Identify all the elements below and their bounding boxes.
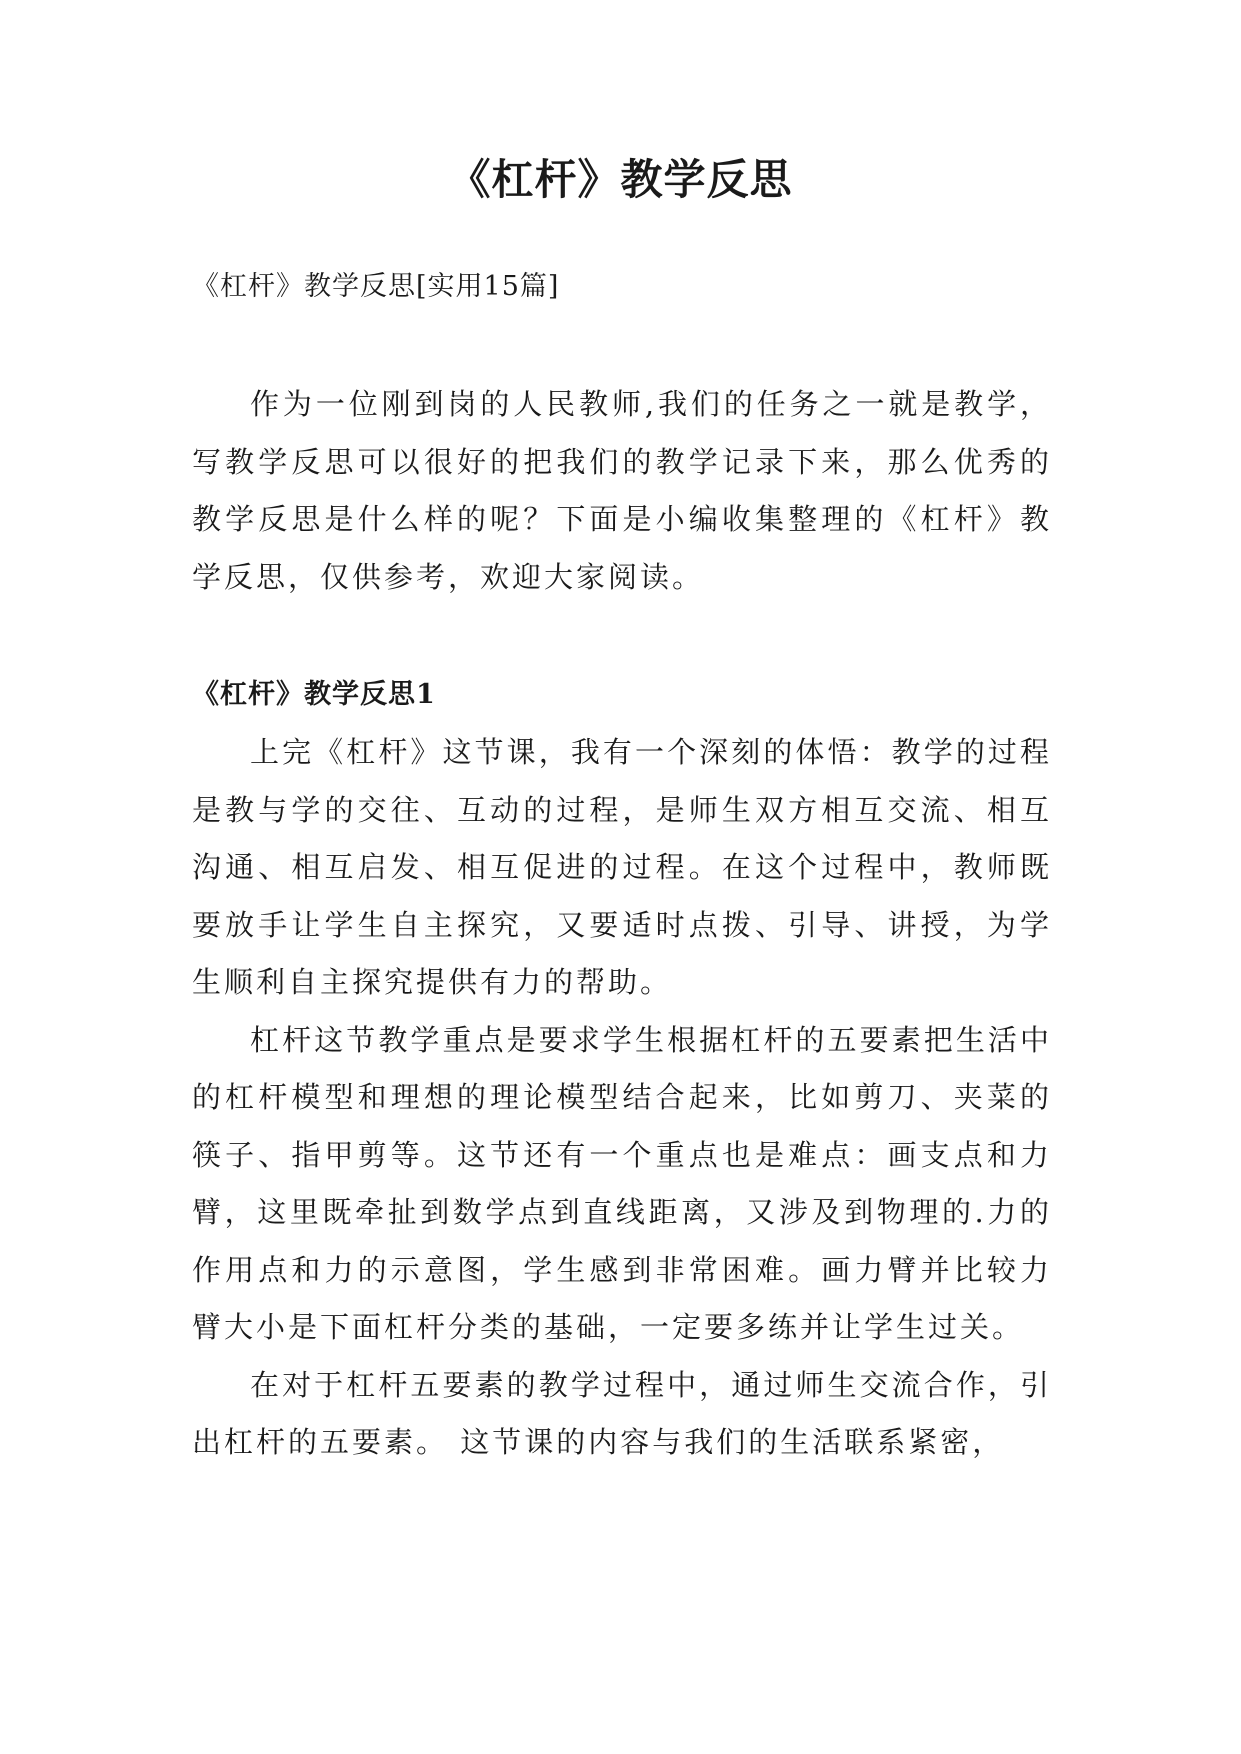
document-subtitle: 《杠杆》教学反思[实用15篇]	[192, 271, 560, 302]
body-paragraph: 在对于杠杆五要素的教学过程中，通过师生交流合作，引出杠杆的五要素。 这节课的内容与我们的生活联系紧密，	[192, 1367, 1052, 1459]
document-title: 《杠杆》教学反思	[448, 155, 793, 204]
body-paragraph: 杠杆这节教学重点是要求学生根据杠杆的五要素把生活中的杠杆模型和理想的理论模型结合起来，比如剪刀、夹菜的筷子、指甲剪等。这节还有一个重点也是难点：画支点和力臂，这里既牵扯到数学点到直线距离，又涉及到物理的.力的作用点和力的示意图，学生感到非常困难。画力臂并比较力臂大小是下面杠杆分类的基础，一定要多练并让学生过关。	[192, 1022, 1052, 1344]
body-paragraph: 上完《杠杆》这节课，我有一个深刻的体悟：教学的过程是教与学的交往、互动的过程，是师生双方相互交流、相互沟通、相互启发、相互促进的过程。在这个过程中，教师既要放手让学生自主探究，又要适时点拨、引导、讲授，为学生顺利自主探究提供有力的帮助。	[192, 735, 1052, 999]
document-body	[192, 258, 1052, 1472]
section-heading: 《杠杆》教学反思1	[192, 679, 436, 710]
intro-paragraph: 作为一位刚到岗的人民教师,我们的任务之一就是教学，写教学反思可以很好的把我们的教学记录下来，那么优秀的教学反思是什么样的呢？下面是小编收集整理的《杠杆》教学反思，仅供参考，欢迎大家阅读。	[192, 387, 1052, 594]
